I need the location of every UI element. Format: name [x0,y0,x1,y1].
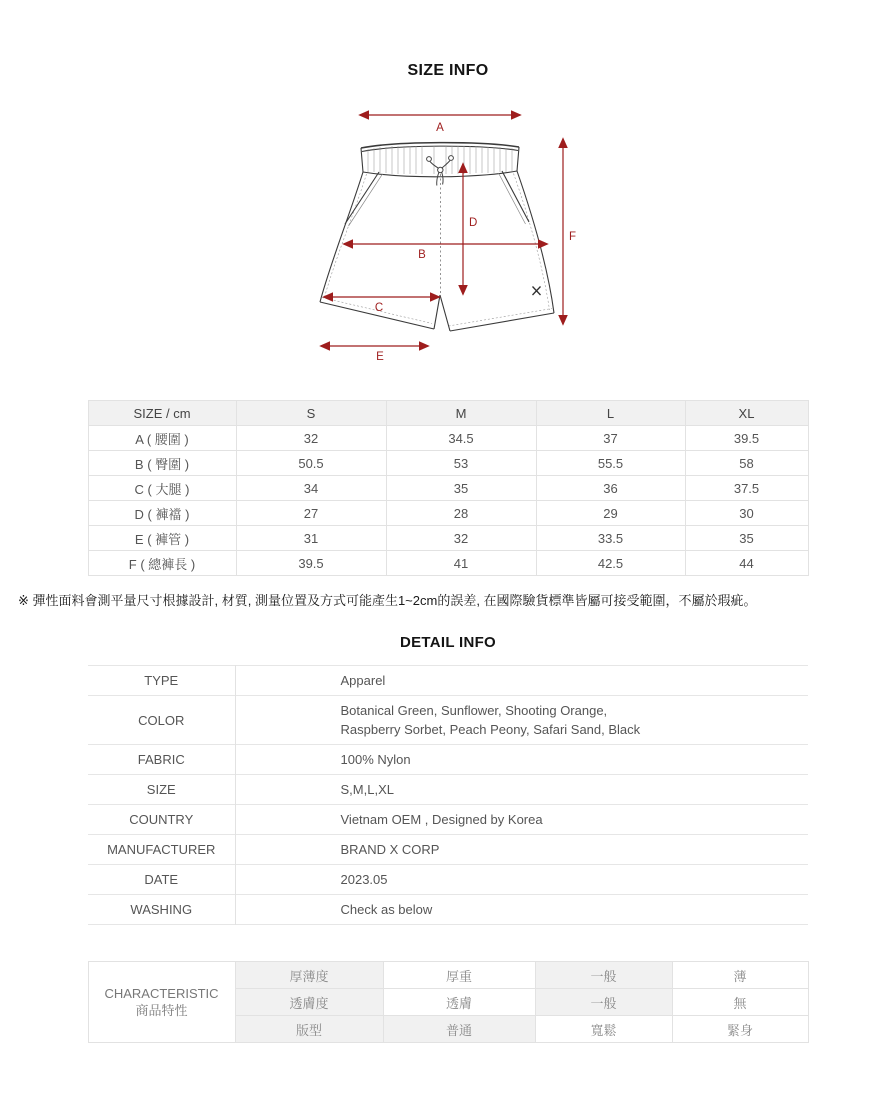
char-category: 透膚度 [235,989,383,1016]
table-row [88,451,808,476]
cell: 32 [236,426,386,451]
row-label: F ( 總褲長 ) [88,551,236,576]
characteristic-table [88,961,809,1043]
char-option: 普通 [383,1016,535,1043]
size-col-xl: XL [685,401,808,426]
cell: 42.5 [536,551,685,576]
cell: 39.5 [236,551,386,576]
detail-value-line: Raspberry Sorbet, Peach Peony, Safari Sand, Black [340,722,641,737]
detail-value [235,745,808,775]
size-table [88,400,809,576]
table-row [88,426,808,451]
size-col-m: M [386,401,536,426]
detail-info-title: DETAIL INFO [399,634,497,651]
detail-value-line: 2023.05 [340,872,388,887]
detail-row-fabric [88,745,808,775]
cell: 32 [386,526,536,551]
detail-value [235,775,808,805]
cell: 34 [236,476,386,501]
cell: 29 [536,501,685,526]
cell: 28 [386,501,536,526]
cell: 27 [236,501,386,526]
cell: 36 [536,476,685,501]
cell: 35 [386,476,536,501]
char-option: 薄 [672,962,808,989]
shorts-measurement-diagram [312,102,584,370]
detail-row-color [88,696,808,745]
cell: 34.5 [386,426,536,451]
detail-row-date [88,865,808,895]
label-f: F [569,231,577,243]
detail-value-line: S,M,L,XL [340,782,394,797]
detail-label: DATE [88,865,235,895]
label-b: B [418,249,426,261]
characteristic-row [88,962,808,989]
cell: 53 [386,451,536,476]
characteristic-title-zh: 商品特性 [135,1003,188,1018]
detail-value-line: Vietnam OEM , Designed by Korea [340,812,543,827]
size-col-s: S [236,401,386,426]
detail-info-table [88,665,808,925]
char-option: 一般 [535,989,672,1016]
char-option: 透膚 [383,989,535,1016]
char-option: 厚重 [383,962,535,989]
char-option: 寬鬆 [535,1016,672,1043]
size-table-header-row [88,401,808,426]
row-label: B ( 臀圍 ) [88,451,236,476]
detail-label: COLOR [88,696,235,745]
cell: 37.5 [685,476,808,501]
table-row [88,501,808,526]
detail-value [235,696,808,745]
cell: 35 [685,526,808,551]
char-option: 無 [672,989,808,1016]
label-c: C [374,302,384,314]
detail-row-size [88,775,808,805]
row-label: A ( 腰圍 ) [88,426,236,451]
table-row [88,526,808,551]
row-label: C ( 大腿 ) [88,476,236,501]
size-col-l: L [536,401,685,426]
detail-label: COUNTRY [88,805,235,835]
table-row [88,551,808,576]
detail-label: WASHING [88,895,235,925]
characteristic-title-en: CHARACTERISTIC [104,986,219,1001]
detail-label: FABRIC [88,745,235,775]
label-a: A [436,122,444,134]
cell: 39.5 [685,426,808,451]
char-option: 一般 [535,962,672,989]
size-disclaimer: ※ 彈性面料會測平量尺寸根據設計, 材質, 測量位置及方式可能產生1~2cm的誤差, 在國際驗貨標準皆屬可接受範圍，不屬於瑕疵。 [18,593,757,608]
drawstring [427,156,454,186]
detail-row-washing [88,895,808,925]
characteristic-header [88,962,235,1043]
detail-label: TYPE [88,666,235,696]
detail-value [235,666,808,696]
detail-row-manufacturer [88,835,808,865]
char-category: 版型 [235,1016,383,1043]
detail-value [235,895,808,925]
label-e: E [376,351,384,363]
cell: 44 [685,551,808,576]
size-col-header: SIZE / cm [88,401,236,426]
cell: 55.5 [536,451,685,476]
detail-value [235,865,808,895]
shorts-outline [320,143,554,331]
x-logo-icon [533,287,541,296]
detail-label: SIZE [88,775,235,805]
detail-row-country [88,805,808,835]
char-option: 緊身 [672,1016,808,1043]
table-row [88,476,808,501]
cell: 50.5 [236,451,386,476]
detail-value-line: Apparel [340,673,386,688]
detail-value-line: 100% Nylon [340,752,411,767]
cell: 41 [386,551,536,576]
cell: 58 [685,451,808,476]
char-category: 厚薄度 [235,962,383,989]
label-d: D [469,217,478,229]
detail-value-line: BRAND X CORP [340,842,440,857]
size-info-title: SIZE INFO [407,62,489,79]
cell: 30 [685,501,808,526]
cell: 31 [236,526,386,551]
detail-value [235,835,808,865]
row-label: E ( 褲管 ) [88,526,236,551]
cell: 33.5 [536,526,685,551]
cell: 37 [536,426,685,451]
row-label: D ( 褲襠 ) [88,501,236,526]
detail-value-line: Check as below [340,902,433,917]
detail-row-type [88,666,808,696]
detail-value-line: Botanical Green, Sunflower, Shooting Orange, [340,703,608,718]
detail-label: MANUFACTURER [88,835,235,865]
detail-value [235,805,808,835]
